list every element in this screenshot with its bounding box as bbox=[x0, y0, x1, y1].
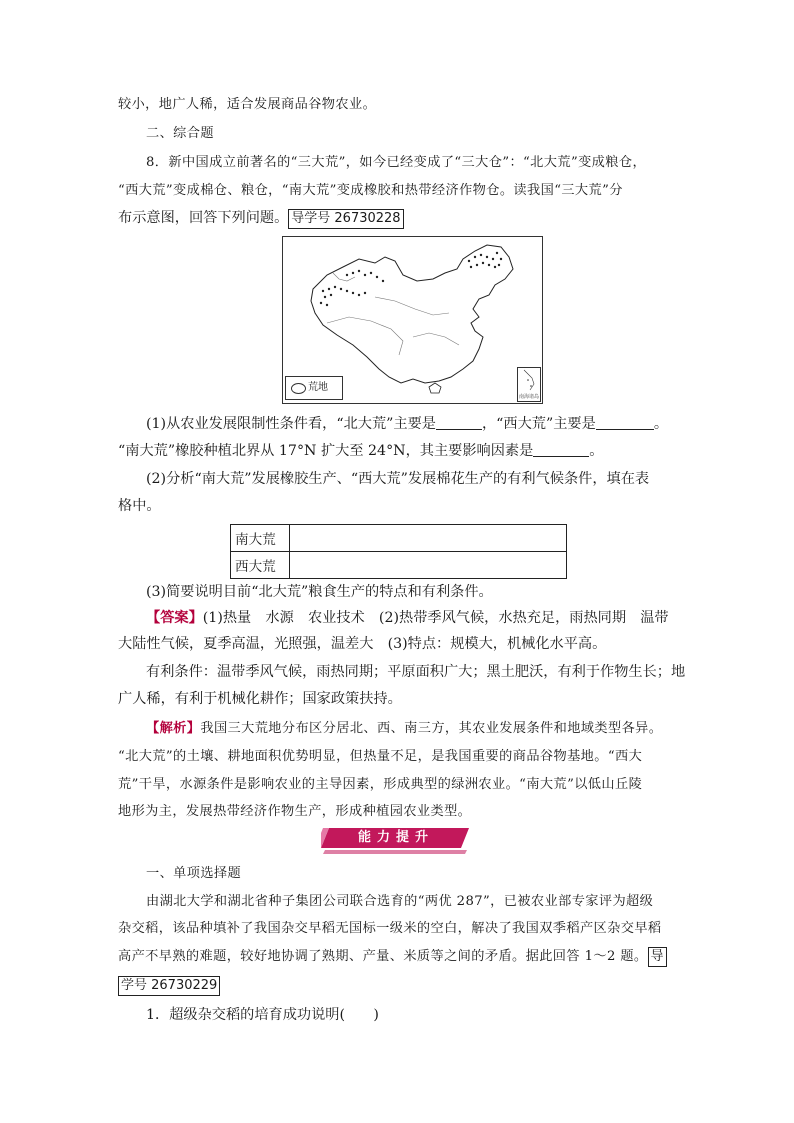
sub-question-1-part: ，“西大荒”主要是 bbox=[481, 416, 596, 432]
inset-outline bbox=[518, 368, 540, 394]
sub-question-1-part: 。 bbox=[653, 416, 669, 432]
south-china-sea-inset bbox=[517, 367, 541, 402]
sub-question-3: (3)简要说明目前“北大荒”粮食生产的特点和有利条件。 bbox=[146, 584, 493, 600]
question-1: 1．超级杂交稻的培育成功说明( ) bbox=[146, 1007, 379, 1023]
sub-question-2: (2)分析“南大荒”发展橡胶生产、“西大荒”发展棉花生产的有利气候条件，填在表 bbox=[146, 471, 650, 487]
table-row bbox=[231, 552, 567, 579]
row-answer-cell[interactable] bbox=[290, 552, 567, 579]
row-label: 西大荒 bbox=[231, 552, 290, 579]
answer-tag: 【答案】 bbox=[146, 610, 203, 626]
section-heading: 一、单项选择题 bbox=[146, 866, 242, 881]
banner-title: 能力提升 bbox=[357, 830, 434, 845]
sub-question-1-part: 。 bbox=[589, 443, 604, 459]
analysis-line: 荒”干旱，水源条件是影响农业的主导因素，形成典型的绿洲农业。“南大荒”以低山丘陵 bbox=[118, 777, 643, 792]
section-heading: 二、综合题 bbox=[146, 126, 214, 141]
question-8-text-end: 布示意图，回答下列问题。 bbox=[118, 210, 289, 226]
wasteland-dots-north bbox=[468, 252, 502, 268]
wasteland-symbol-icon bbox=[291, 383, 306, 394]
answer-blank[interactable] bbox=[436, 415, 482, 430]
answer-line: 有利条件：温带季风气候，雨热同期；平原面积广大；黑土肥沃，有利于作物生长；地 bbox=[146, 664, 686, 680]
passage-line bbox=[118, 947, 667, 967]
answer-blank[interactable] bbox=[533, 442, 589, 457]
answer-blank[interactable] bbox=[596, 415, 654, 430]
sub-question-1-line-2 bbox=[118, 441, 604, 461]
passage-line: 杂交稻，该品种填补了我国杂交早稻无国标一级米的空白，解决了我国双季稻产区杂交早稻 bbox=[118, 921, 662, 936]
analysis-tag: 【解析】 bbox=[146, 721, 201, 736]
question-8-text: “西大荒”变成棉仓、粮仓，“南大荒”变成橡胶和热带经济作物仓。读我国“三大荒”分 bbox=[118, 183, 623, 198]
answer-table bbox=[230, 524, 567, 579]
analysis-line bbox=[146, 719, 662, 739]
inset-label: 南海诸岛 bbox=[518, 394, 539, 400]
analysis-text: 我国三大荒地分布区分居北、西、南三方，其农业发展条件和地域类型各异。 bbox=[200, 721, 663, 736]
wasteland-dots-west bbox=[320, 270, 384, 306]
reference-number[interactable]: 学号 26730229 bbox=[118, 976, 220, 996]
answer-text: (1)热量 水源 农业技术 (2)热带季风气候，水热充足，雨热同期 温带 bbox=[202, 610, 669, 626]
analysis-line: 地形为主，发展热带经济作物生产，形成种植园农业类型。 bbox=[118, 804, 472, 819]
reference-line bbox=[118, 975, 220, 996]
legend-label: 荒地 bbox=[308, 382, 328, 393]
answer-line bbox=[146, 608, 669, 628]
reference-number[interactable]: 导学号 26730228 bbox=[288, 209, 403, 229]
text-line: 较小，地广人稀，适合发展商品谷物农业。 bbox=[118, 97, 377, 112]
answer-line: 大陆性气候，夏季高温，光照强，温差大 (3)特点：规模大，机械化水平高。 bbox=[118, 636, 607, 652]
answer-line: 广人稀，有利于机械化耕作；国家政策扶持。 bbox=[118, 691, 402, 707]
reference-number[interactable]: 导 bbox=[648, 947, 667, 967]
china-wasteland-map bbox=[282, 236, 543, 404]
passage-line: 由湖北大学和湖北省种子集团公司联合选育的“两优 287”，已被农业部专家评为超级 bbox=[146, 894, 654, 909]
map-legend bbox=[285, 376, 343, 400]
table-row bbox=[231, 525, 567, 552]
sub-question-1 bbox=[146, 414, 668, 434]
row-label: 南大荒 bbox=[231, 525, 290, 552]
sub-question-1-part: (1)从农业发展限制性条件看，“北大荒”主要是 bbox=[146, 416, 436, 432]
sub-question-1-part: “南大荒”橡胶种植北界从 17°N 扩大至 24°N，其主要影响因素是 bbox=[118, 443, 534, 459]
analysis-line: “北大荒”的土壤、耕地面积优势明显，但热量不足，是我国重要的商品谷物基地。“西大 bbox=[118, 749, 643, 764]
question-8-text bbox=[118, 208, 404, 229]
row-answer-cell[interactable] bbox=[290, 525, 567, 552]
question-8-text: 8．新中国成立前著名的“三大荒”，如今已经变成了“三大仓”：“北大荒”变成粮仓， bbox=[146, 155, 647, 170]
sub-question-2: 格中。 bbox=[118, 498, 161, 514]
passage-text: 高产不早熟的难题，较好地协调了熟期、产量、米质等之间的矛盾。据此回答 1～2 题。 bbox=[118, 949, 648, 964]
section-banner bbox=[321, 826, 471, 856]
